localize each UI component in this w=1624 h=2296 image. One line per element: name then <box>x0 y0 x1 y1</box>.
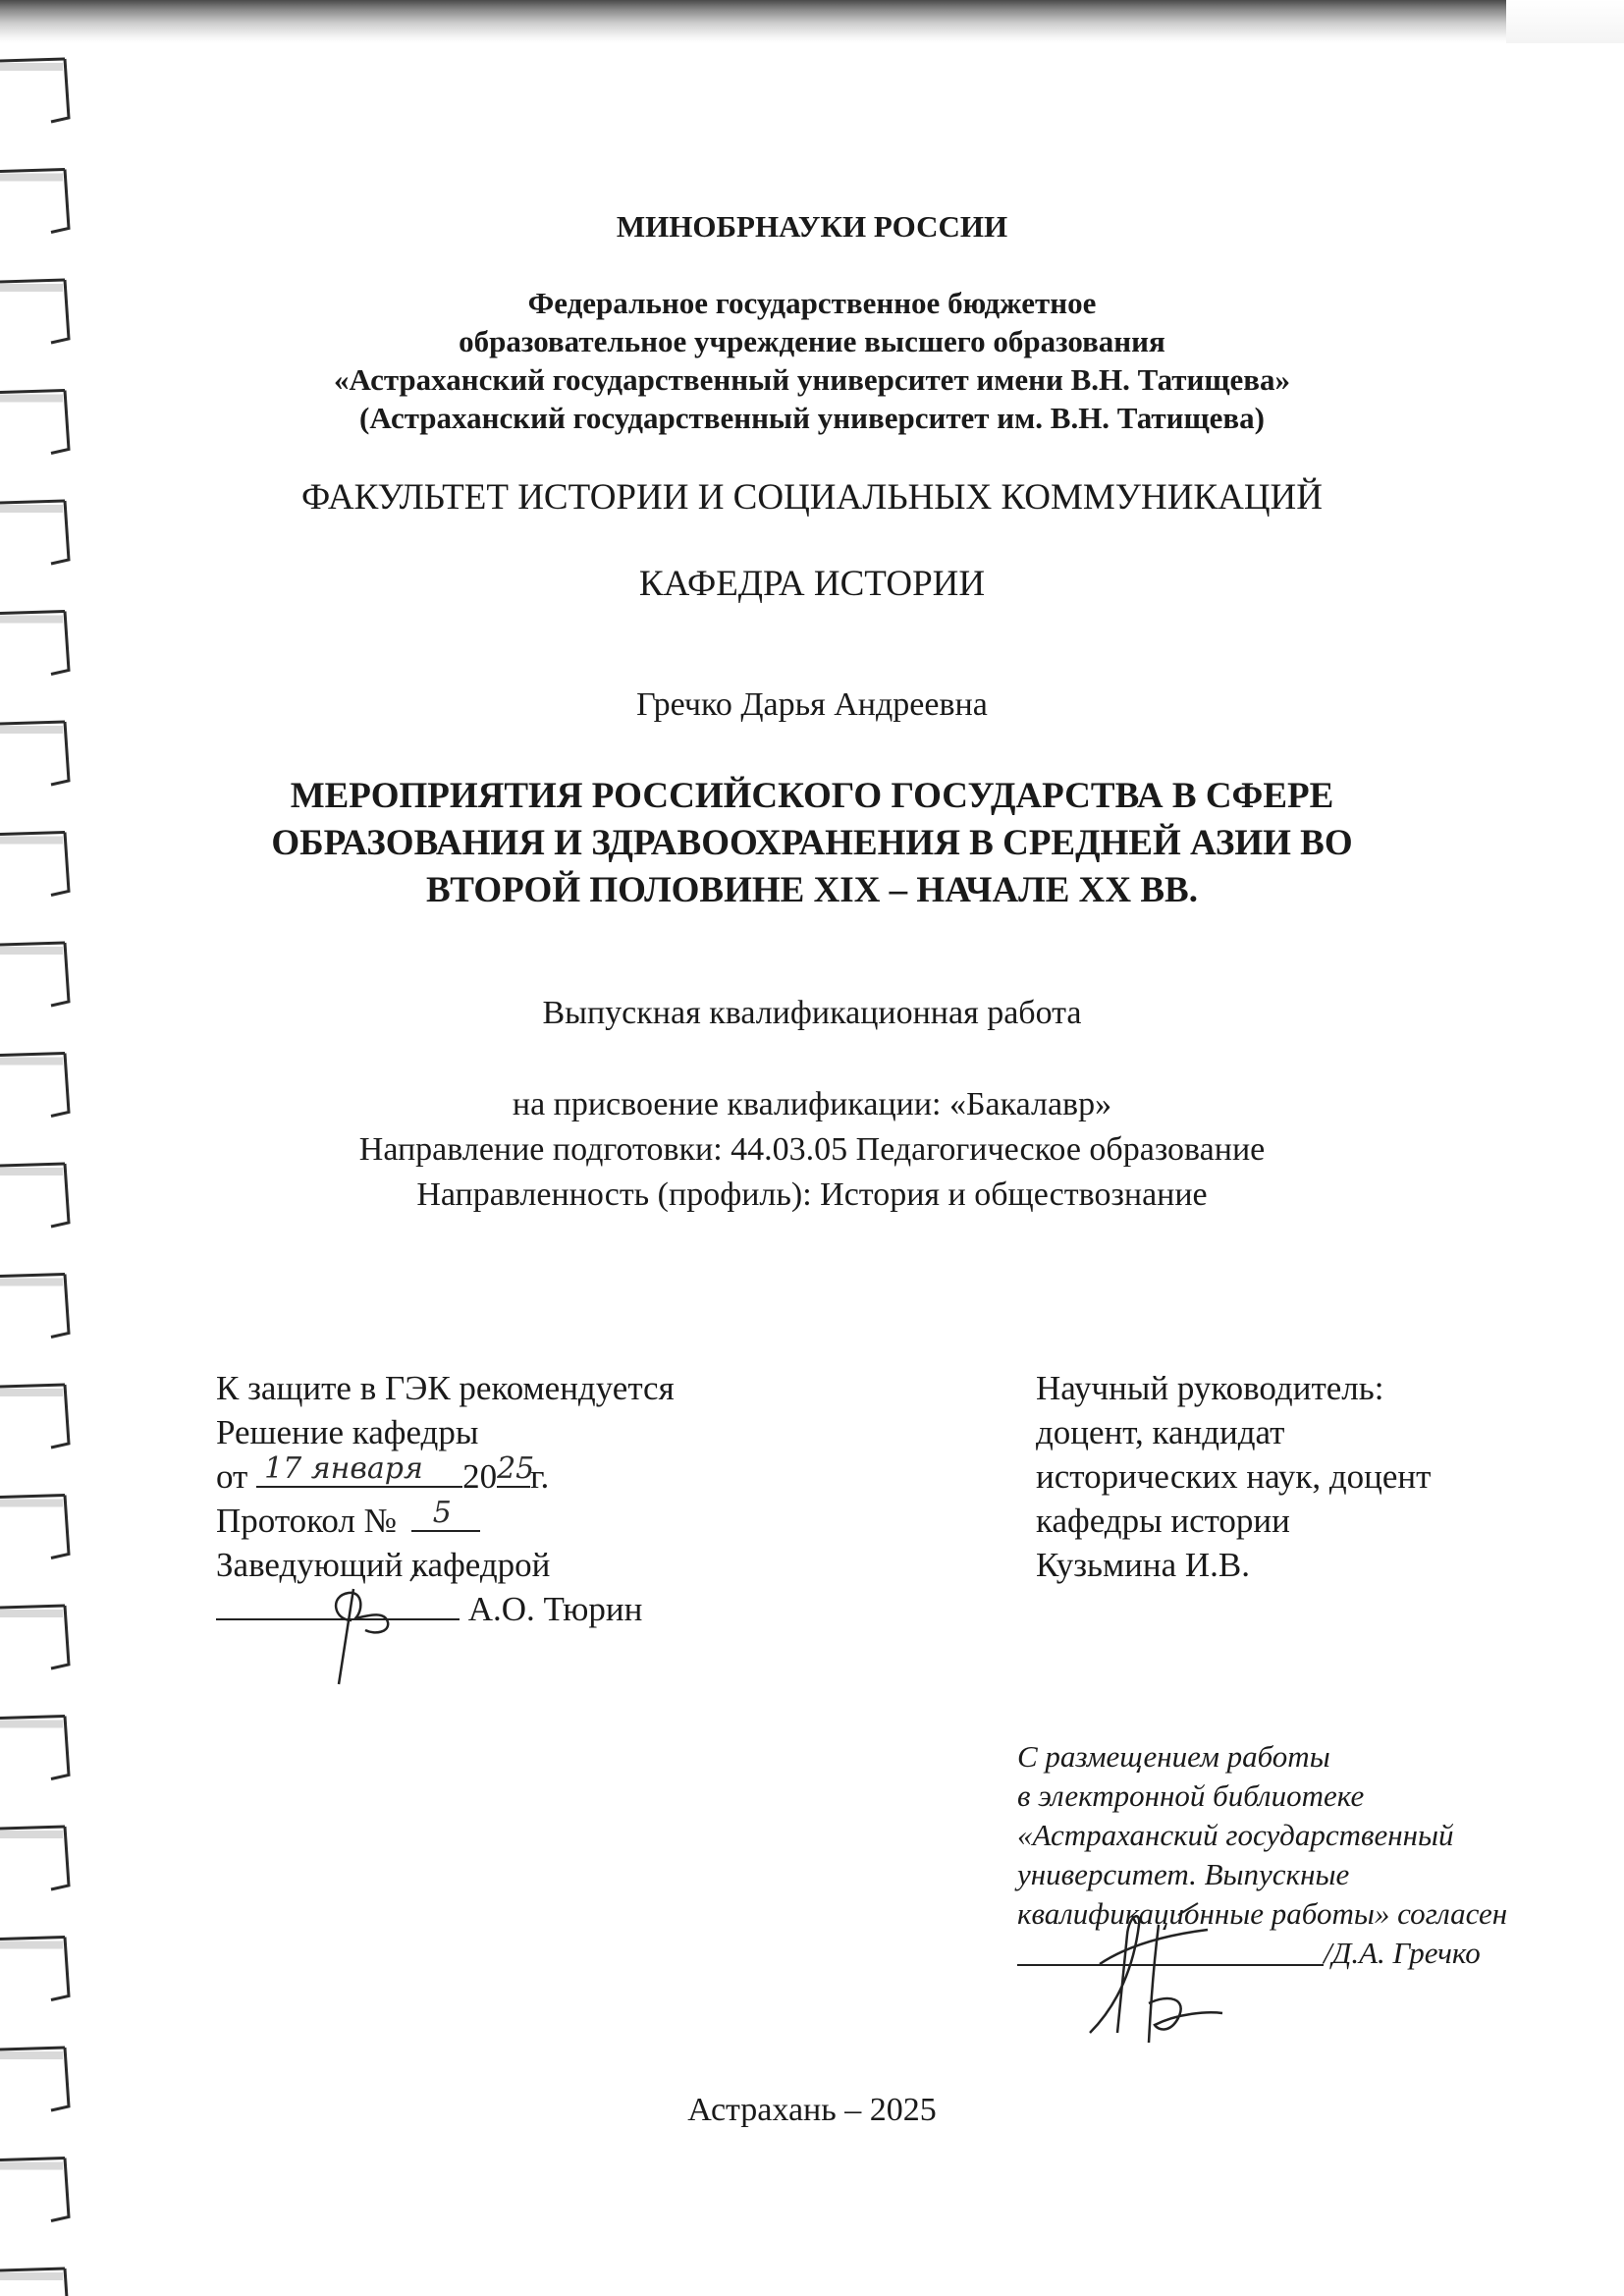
binding-hole <box>0 1385 69 1448</box>
supervisor-title: Научный руководитель: <box>1036 1369 1384 1407</box>
year-suffix: г. <box>530 1457 550 1496</box>
binding-hole <box>0 2269 69 2296</box>
date-field <box>256 1451 462 1488</box>
defense-recommendation-block <box>216 1366 675 1631</box>
protocol-label: Протокол № <box>216 1502 398 1540</box>
supervisor-block <box>1036 1366 1431 1587</box>
work-type: Выпускная квалификационная работа <box>542 995 1082 1031</box>
year-prefix: 20 <box>462 1457 498 1496</box>
thesis-title-line-3: ВТОРОЙ ПОЛОВИНЕ XIX – НАЧАЛЕ XX ВВ. <box>426 870 1198 910</box>
qualification-line: на присвоение квалификации: «Бакалавр» <box>512 1086 1112 1122</box>
binding-hole <box>0 1275 69 1338</box>
binding-hole <box>0 1717 69 1779</box>
binding-hole <box>0 1496 69 1558</box>
institution-line-3: «Астраханский государственный университет имени В.Н. Татищева» <box>333 362 1291 397</box>
decision-date-line <box>216 1451 675 1499</box>
thesis-title-line-1: МЕРОПРИЯТИЯ РОССИЙСКОГО ГОСУДАРСТВА В СФЕРЕ <box>290 776 1334 816</box>
faculty-name: ФАКУЛЬТЕТ ИСТОРИИ И СОЦИАЛЬНЫХ КОММУНИКАЦИЙ <box>301 477 1323 518</box>
institution-line-4: (Астраханский государственный университет им. В.Н. Татищева) <box>359 401 1265 435</box>
supervisor-line-4: кафедры истории <box>1036 1502 1290 1540</box>
ministry-heading: МИНОБРНАУКИ РОССИИ <box>616 209 1008 244</box>
head-name: А.О. Тюрин <box>467 1590 643 1628</box>
institution-line-1: Федеральное государственное бюджетное <box>527 286 1097 320</box>
date-prefix: от <box>216 1457 248 1496</box>
supervisor-line-3: исторических наук, доцент <box>1036 1457 1432 1496</box>
head-signature-line <box>216 1587 675 1631</box>
supervisor-line-2: доцент, кандидат <box>1036 1413 1285 1451</box>
consent-signature-field <box>1017 1964 1324 1966</box>
protocol-handwritten: 5 <box>432 1496 452 1530</box>
consent-line-1: С размещением работы <box>1017 1739 1330 1774</box>
consent-line-4: университет. Выпускные <box>1017 1857 1350 1891</box>
consent-line-5: квалификационные работы» согласен <box>1017 1896 1508 1931</box>
binding-hole <box>0 2159 69 2221</box>
consent-line-3: «Астраханский государственный <box>1017 1818 1454 1852</box>
binding-hole <box>0 59 69 122</box>
consent-line-2: в электронной библиотеке <box>1017 1778 1365 1813</box>
consent-signature-name: /Д.А. Гречко <box>1324 1936 1481 1970</box>
thesis-title-line-2: ОБРАЗОВАНИЯ И ЗДРАВООХРАНЕНИЯ В СРЕДНЕЙ АЗИИ ВО <box>271 823 1353 863</box>
head-signature-field <box>216 1618 460 1620</box>
binding-hole <box>0 1827 69 1889</box>
department-name: КАФЕДРА ИСТОРИИ <box>638 564 986 604</box>
protocol-line <box>216 1496 675 1543</box>
binding-hole <box>0 1606 69 1668</box>
defense-line-2: Решение кафедры <box>216 1413 479 1451</box>
institution-line-2: образовательное учреждение высшего образования <box>459 324 1165 358</box>
year-field <box>497 1451 535 1488</box>
direction-line: Направление подготовки: 44.03.05 Педагогическое образование <box>358 1131 1266 1168</box>
city-year-footer: Астрахань – 2025 <box>687 2092 937 2128</box>
year-handwritten: 25 <box>497 1451 535 1486</box>
profile-line: Направленность (профиль): История и обществознание <box>416 1176 1208 1213</box>
date-handwritten: 17 января <box>264 1451 423 1486</box>
supervisor-name: Кузьмина И.В. <box>1036 1546 1251 1584</box>
author-name: Гречко Дарья Андреевна <box>636 686 988 723</box>
binding-hole <box>0 1938 69 2000</box>
head-of-department-label: Заведующий кафедрой <box>216 1546 551 1584</box>
scan-top-shadow <box>0 0 1624 43</box>
protocol-field <box>411 1496 480 1532</box>
defense-line-1: К защите в ГЭК рекомендуется <box>216 1369 675 1407</box>
binding-hole <box>0 612 69 675</box>
